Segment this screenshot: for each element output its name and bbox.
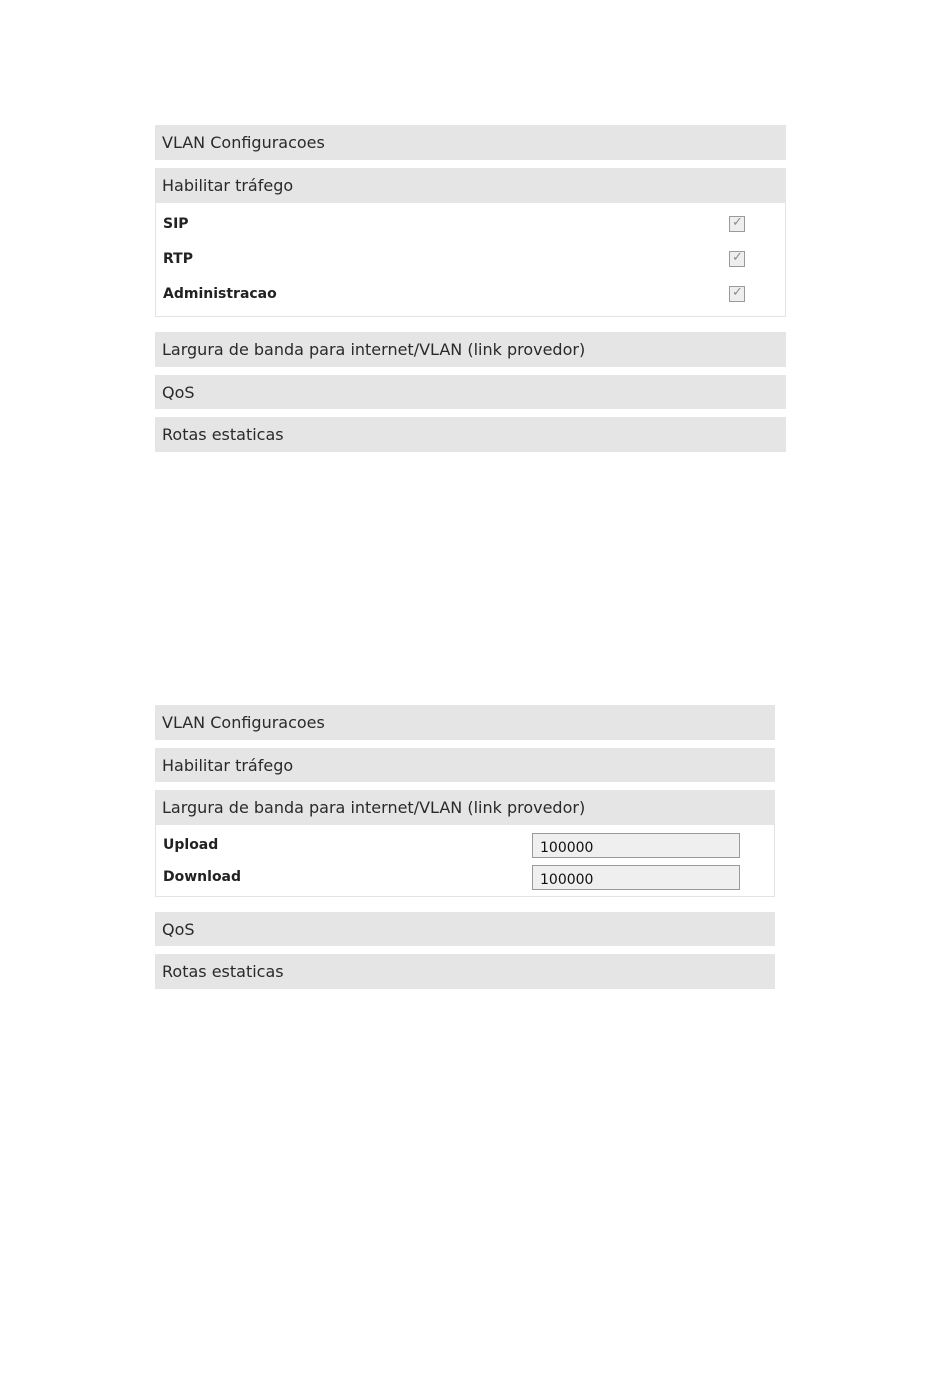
administracao-checkbox[interactable] — [729, 286, 745, 302]
vlan-configuracoes-header[interactable]: VLAN Configuracoes — [155, 125, 786, 160]
rotas-estaticas-header[interactable]: Rotas estaticas — [155, 417, 786, 452]
habilitar-trafego-header[interactable]: Habilitar tráfego — [155, 168, 786, 203]
sip-checkbox[interactable] — [729, 216, 745, 232]
download-row — [163, 865, 774, 889]
vlan-settings-panel-traffic-expanded — [155, 125, 786, 460]
rtp-label: RTP — [163, 251, 193, 267]
largura-de-banda-header[interactable]: Largura de banda para internet/VLAN (link provedor) — [155, 332, 786, 367]
habilitar-trafego-body — [155, 203, 786, 317]
rtp-checkbox[interactable] — [729, 251, 745, 267]
administracao-label: Administracao — [163, 286, 277, 302]
largura-de-banda-header[interactable]: Largura de banda para internet/VLAN (link provedor) — [155, 790, 775, 825]
checkmark-icon: ✓ — [732, 285, 743, 300]
vlan-settings-panel-bandwidth-expanded — [155, 705, 775, 997]
habilitar-trafego-header[interactable]: Habilitar tráfego — [155, 748, 775, 782]
download-label: Download — [163, 869, 242, 885]
traffic-row-sip — [163, 212, 785, 236]
qos-header[interactable]: QoS — [155, 912, 775, 946]
traffic-row-administracao — [163, 282, 785, 306]
vlan-configuracoes-header[interactable]: VLAN Configuracoes — [155, 705, 775, 740]
upload-label: Upload — [163, 837, 219, 853]
qos-header[interactable]: QoS — [155, 375, 786, 409]
upload-row — [163, 833, 774, 857]
largura-de-banda-body — [155, 825, 775, 897]
rotas-estaticas-header[interactable]: Rotas estaticas — [155, 954, 775, 989]
download-input[interactable] — [532, 865, 740, 890]
checkmark-icon: ✓ — [732, 215, 743, 230]
traffic-row-rtp — [163, 247, 785, 271]
checkmark-icon: ✓ — [732, 250, 743, 265]
upload-input[interactable] — [532, 833, 740, 858]
sip-label: SIP — [163, 216, 189, 232]
